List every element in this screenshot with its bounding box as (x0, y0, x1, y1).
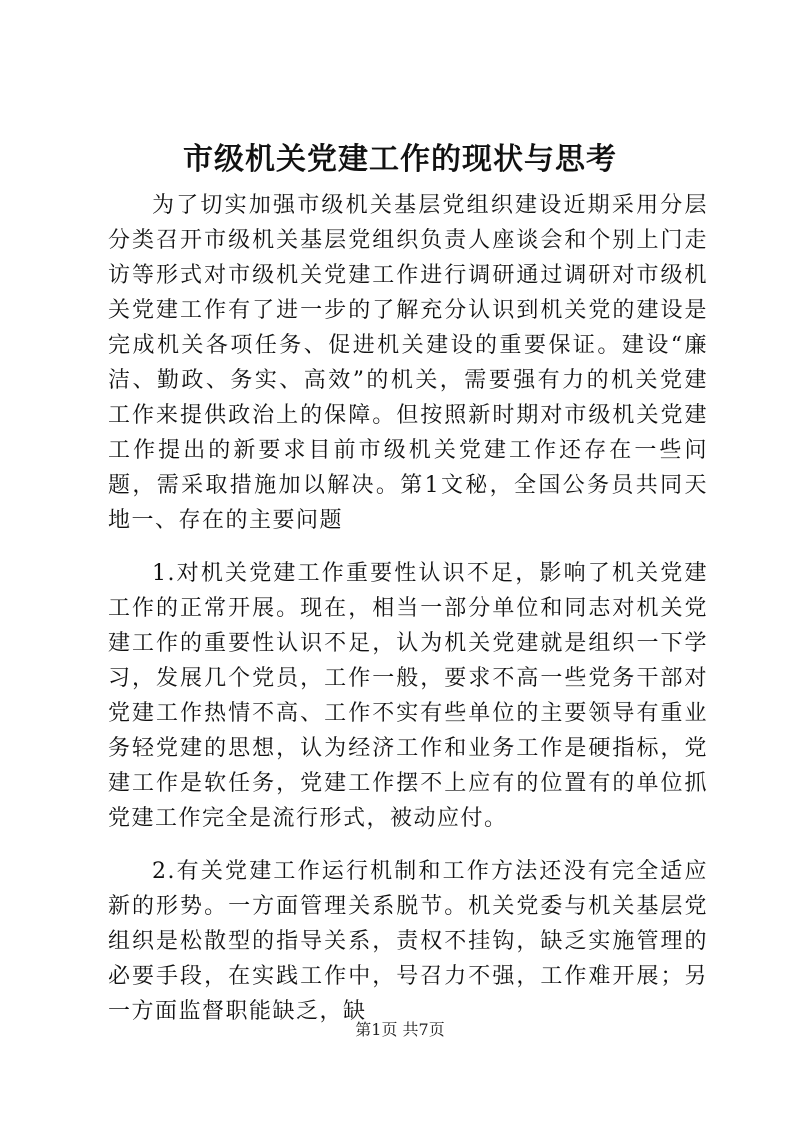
page-number-footer: 第1页 共7页 (355, 1020, 445, 1039)
paragraph-point-1: 1.对机关党建工作重要性认识不足，影响了机关党建工作的正常开展。现在，相当一部分单位和同志对机关党建工作的重要性认识不足，认为机关党建就是组织一下学习，发展几个党员，工作一般，要求不高一些党务干部对党建工作热情不高、工作不实有些单位的主要领导有重业务轻党建的思想，认为经济工作和业务工作是硬指标，党建工作是软任务，党建工作摆不上应有的位置有的单位抓党建工作完全是流行形式，被动应付。 (108, 561, 708, 831)
paragraph-point-2: 2.有关党建工作运行机制和工作方法还没有完全适应新的形势。一方面管理关系脱节。机关党委与机关基层党组织是松散型的指导关系，责权不挂钩，缺乏实施管理的必要手段，在实践工作中，号召力不强，工作难开展；另一方面监督职能缺乏，缺 (108, 859, 708, 1024)
document-title: 市级机关党建工作的现状与思考 (183, 142, 617, 177)
document-body (108, 188, 708, 1029)
paragraph-intro: 为了切实加强市级机关基层党组织建设近期采用分层分类召开市级机关基层党组织负责人座谈会和个别上门走访等形式对市级机关党建工作进行调研通过调研对市级机关党建工作有了进一步的了解充分认识到机关党的建设是完成机关各项任务、促进机关建设的重要保证。建设“廉洁、勤政、务实、高效”的机关，需要强有力的机关党建工作来提供政治上的保障。但按照新时期对市级机关党建工作提出的新要求目前市级机关党建工作还存在一些问题，需采取措施加以解决。第1文秘，全国公务员共同天地一、存在的主要问题 (108, 193, 708, 533)
